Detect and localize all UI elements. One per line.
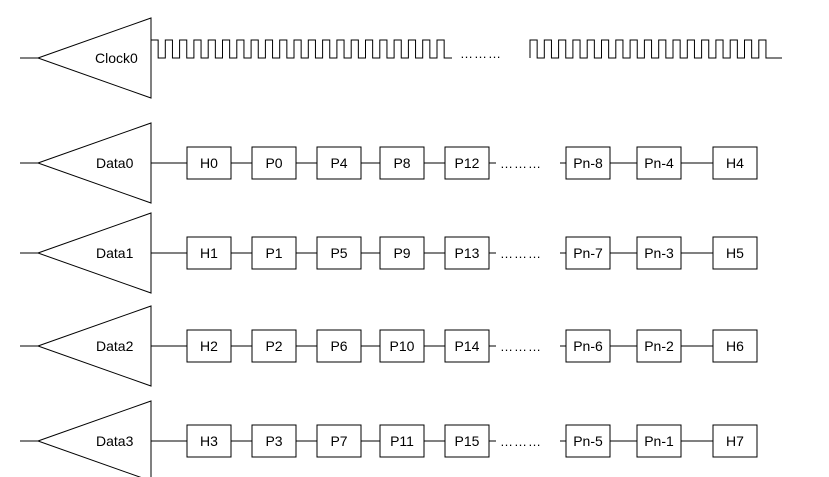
row-ellipsis: ……… [500,246,542,261]
data-row-0 [20,123,757,203]
row-ellipsis: ……… [500,156,542,171]
data-driver-triangle [38,123,151,203]
clock-waveform-left [151,40,452,58]
clock-label: Clock0 [95,50,138,66]
packet-label: H1 [200,245,218,261]
data-driver-triangle [38,213,151,293]
packet-label: Pn-2 [644,338,674,354]
packet-label: Pn-3 [644,245,674,261]
packet-label: H4 [726,155,744,171]
packet-label: P0 [265,155,283,171]
packet-label: P2 [265,338,283,354]
packet-label: P5 [330,245,348,261]
packet-label: P15 [454,433,480,449]
data-channel-label: Data0 [96,155,134,171]
packet-label: P11 [390,433,414,449]
row-ellipsis: ……… [500,339,542,354]
packet-label: P12 [454,155,480,171]
packet-label: H6 [726,338,744,354]
packet-label: H3 [200,433,218,449]
data-rows [20,123,757,477]
packet-label: P6 [330,338,348,354]
packet-label: H2 [200,338,218,354]
data-channel-label: Data1 [96,245,134,261]
packet-label: P4 [330,155,348,171]
data-channel-label: Data2 [96,338,134,354]
packet-label: Pn-1 [644,433,674,449]
packet-label: Pn-8 [573,155,603,171]
packet-label: Pn-7 [573,245,603,261]
packet-label: Pn-4 [644,155,674,171]
data-driver-triangle [38,306,151,386]
data-channel-label: Data3 [96,433,134,449]
packet-label: P10 [389,338,415,354]
packet-label: P3 [265,433,283,449]
packet-label: P7 [330,433,348,449]
packet-label: P9 [393,245,411,261]
clock-ellipsis: ……… [460,46,502,61]
packet-label: P14 [454,338,480,354]
data-row-1 [20,213,757,293]
packet-label: P1 [265,245,283,261]
packet-label: Pn-5 [573,433,603,449]
packet-label: H5 [726,245,744,261]
packet-label: H7 [726,433,744,449]
data-driver-triangle [38,401,151,477]
data-row-2 [20,306,757,386]
packet-label: P13 [454,245,480,261]
clock-waveform-right [530,40,782,58]
clock-row [20,18,782,98]
data-row-3 [20,401,757,477]
packet-label: Pn-6 [573,338,603,354]
row-ellipsis: ……… [500,434,542,449]
packet-label: P8 [393,155,411,171]
packet-label: H0 [200,155,218,171]
